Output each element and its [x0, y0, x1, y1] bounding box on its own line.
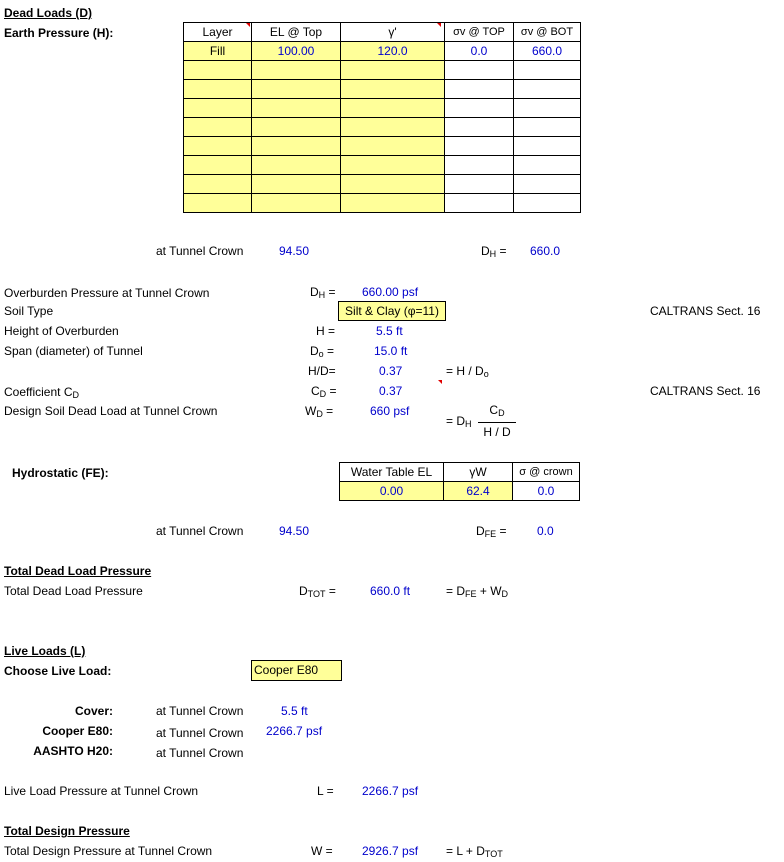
- comment-marker[interactable]: [438, 380, 442, 384]
- wd-formula-denominator: H / D: [483, 425, 511, 439]
- wd-value: 660 psf: [370, 404, 410, 418]
- cell-sv-top[interactable]: [445, 156, 514, 175]
- cell-sv-bot[interactable]: [514, 99, 581, 118]
- header-sv-top: σv @ TOP: [445, 23, 514, 42]
- total-dead-formula: = $D_{FE} + W_D$: [446, 584, 509, 599]
- table-row: [184, 175, 581, 194]
- wd-formula-numerator: $C_D$: [489, 403, 505, 418]
- section-title-dead-loads: Dead Loads (D): [4, 6, 93, 20]
- cell-el-top[interactable]: [252, 137, 341, 156]
- comment-marker[interactable]: [437, 23, 441, 27]
- table-row: [184, 137, 581, 156]
- live-load-value: 2266.7 psf: [362, 784, 419, 798]
- caltrans-ref-2: CALTRANS Sect. 16: [650, 384, 761, 398]
- cell-sv-bot[interactable]: [514, 175, 581, 194]
- wd-label: Design Soil Dead Load at Tunnel Crown: [4, 404, 218, 418]
- aashto-label: AASHTO H20:: [33, 744, 113, 758]
- hydrostatic-table: [339, 462, 580, 501]
- cell-sv-top[interactable]: [445, 80, 514, 99]
- cell-sv-top[interactable]: [445, 175, 514, 194]
- table-row: [184, 118, 581, 137]
- cell-sv-bot[interactable]: [514, 118, 581, 137]
- cell-el-top[interactable]: [252, 118, 341, 137]
- table-row: [184, 156, 581, 175]
- cell-layer[interactable]: [184, 61, 252, 80]
- cell-el-top[interactable]: [252, 99, 341, 118]
- cell-sv-bot[interactable]: [514, 194, 581, 213]
- cell-gamma[interactable]: [341, 61, 445, 80]
- cell-el-top[interactable]: [252, 156, 341, 175]
- cell-el-top[interactable]: 100.00: [252, 42, 341, 61]
- hydro-tunnel-crown-label: at Tunnel Crown: [156, 524, 244, 538]
- cell-gamma[interactable]: 120.0: [341, 42, 445, 61]
- cell-sv-top[interactable]: [445, 118, 514, 137]
- hydrostatic-header-row: [340, 463, 580, 482]
- cell-sv-top[interactable]: 0.0: [445, 42, 514, 61]
- cd-value: 0.37: [379, 384, 403, 398]
- fraction-bar: [478, 422, 516, 423]
- soil-type-select[interactable]: Silt & Clay (φ=11): [338, 301, 446, 321]
- cell-gamma[interactable]: [341, 99, 445, 118]
- dfe-symbol: $D_{FE}$ =: [476, 524, 507, 539]
- cell-sv-bot[interactable]: [514, 80, 581, 99]
- wd-formula-fraction: [478, 403, 516, 439]
- header-water-table-el: Water Table EL: [340, 463, 444, 482]
- dfe-value: 0.0: [537, 524, 554, 538]
- cd-label: Coefficient $C_D$: [4, 385, 79, 400]
- cell-gamma[interactable]: [341, 175, 445, 194]
- cell-layer[interactable]: [184, 194, 252, 213]
- overburden-label: Overburden Pressure at Tunnel Crown: [4, 286, 210, 300]
- cover-value: 5.5 ft: [281, 704, 308, 718]
- earth-pressure-label: Earth Pressure (H):: [4, 26, 114, 40]
- table-row: [184, 99, 581, 118]
- height-value: 5.5 ft: [376, 324, 403, 338]
- cell-sv-top[interactable]: [445, 194, 514, 213]
- span-symbol: $D_o$ =: [310, 344, 335, 359]
- total-design-symbol: W =: [311, 844, 333, 858]
- cell-gamma[interactable]: [341, 194, 445, 213]
- section-title-total-dead: Total Dead Load Pressure: [4, 564, 152, 578]
- total-dead-value: 660.0 ft: [370, 584, 411, 598]
- span-label: Span (diameter) of Tunnel: [4, 344, 143, 358]
- cooper-label: Cooper E80:: [42, 724, 113, 738]
- layer-table-header-row: [184, 23, 581, 42]
- table-row: [184, 194, 581, 213]
- cell-gamma[interactable]: [341, 156, 445, 175]
- cell-layer[interactable]: [184, 175, 252, 194]
- table-row: [184, 42, 581, 61]
- cell-water-table-el[interactable]: 0.00: [340, 482, 444, 501]
- hydrostatic-label: Hydrostatic (FE):: [12, 466, 109, 480]
- cell-gamma[interactable]: [341, 80, 445, 99]
- cell-sigma-crown[interactable]: 0.0: [513, 482, 580, 501]
- overburden-value: 660.00 psf: [362, 285, 419, 299]
- caltrans-ref-1: CALTRANS Sect. 16: [650, 304, 761, 318]
- cell-el-top[interactable]: [252, 194, 341, 213]
- cell-gamma-w[interactable]: 62.4: [444, 482, 513, 501]
- header-el-top: EL @ Top: [252, 23, 341, 42]
- tunnel-crown-label: at Tunnel Crown: [156, 244, 244, 258]
- cell-sv-bot[interactable]: 660.0: [514, 42, 581, 61]
- dh-value: 660.0: [530, 244, 561, 258]
- total-design-formula: = $L + D_{TOT}$: [446, 844, 503, 859]
- header-gamma: γ': [341, 23, 445, 42]
- cell-layer[interactable]: Fill: [184, 42, 252, 61]
- cell-el-top[interactable]: [252, 175, 341, 194]
- cell-sv-bot[interactable]: [514, 61, 581, 80]
- total-design-label: Total Design Pressure at Tunnel Crown: [4, 844, 213, 858]
- overburden-symbol: $D_H$ =: [310, 285, 336, 300]
- hd-value: 0.37: [379, 364, 403, 378]
- cell-sv-top[interactable]: [445, 137, 514, 156]
- total-dead-symbol: $D_{TOT}$ =: [299, 584, 336, 599]
- cell-el-top[interactable]: [252, 61, 341, 80]
- cell-sv-top[interactable]: [445, 61, 514, 80]
- table-row: [184, 80, 581, 99]
- live-load-label: Live Load Pressure at Tunnel Crown: [4, 784, 199, 798]
- cd-symbol: $C_D$ =: [311, 384, 337, 399]
- cell-layer[interactable]: [184, 118, 252, 137]
- cell-sv-bot[interactable]: [514, 156, 581, 175]
- total-design-value: 2926.7 psf: [362, 844, 419, 858]
- cell-layer[interactable]: [184, 137, 252, 156]
- dh-symbol: $D_H$ =: [481, 244, 507, 259]
- cover-label: Cover:: [74, 704, 113, 718]
- cover-at-label: at Tunnel Crown: [156, 704, 244, 718]
- header-sv-bot: σv @ BOT: [514, 23, 581, 42]
- height-label: Height of Overburden: [4, 324, 119, 338]
- cell-el-top[interactable]: [252, 80, 341, 99]
- tunnel-crown-el: 94.50: [279, 244, 310, 258]
- live-load-symbol: L =: [317, 784, 334, 798]
- total-dead-label: Total Dead Load Pressure: [4, 584, 143, 598]
- header-gamma-w: γW: [444, 463, 513, 482]
- span-value: 15.0 ft: [374, 344, 408, 358]
- aashto-at-label: at Tunnel Crown: [156, 746, 244, 760]
- comment-marker[interactable]: [246, 23, 250, 27]
- wd-formula-lhs: = $D_H$: [446, 414, 472, 429]
- height-symbol: H =: [316, 324, 336, 338]
- table-row: [340, 482, 580, 501]
- cell-layer[interactable]: [184, 99, 252, 118]
- hd-symbol: H/D=: [308, 364, 336, 378]
- cell-sv-bot[interactable]: [514, 137, 581, 156]
- soil-type-label: Soil Type: [4, 304, 54, 318]
- cooper-value: 2266.7 psf: [266, 724, 323, 738]
- table-row: [184, 61, 581, 80]
- cell-gamma[interactable]: [341, 118, 445, 137]
- header-layer: Layer: [184, 23, 252, 42]
- wd-symbol: $W_D$ =: [305, 404, 334, 419]
- section-title-total-design: Total Design Pressure: [4, 824, 130, 838]
- cooper-at-label: at Tunnel Crown: [156, 726, 244, 740]
- live-load-select[interactable]: Cooper E80: [251, 660, 342, 681]
- cell-layer[interactable]: [184, 80, 252, 99]
- cell-layer[interactable]: [184, 156, 252, 175]
- header-sigma-crown: σ @ crown: [513, 463, 580, 482]
- cell-gamma[interactable]: [341, 137, 445, 156]
- cell-sv-top[interactable]: [445, 99, 514, 118]
- choose-live-load-label: Choose Live Load:: [4, 664, 112, 678]
- hydro-tunnel-crown-el: 94.50: [279, 524, 310, 538]
- section-title-live-loads: Live Loads (L): [4, 644, 86, 658]
- layer-table: [183, 22, 581, 213]
- hd-formula: = H / $D_o$: [446, 364, 489, 379]
